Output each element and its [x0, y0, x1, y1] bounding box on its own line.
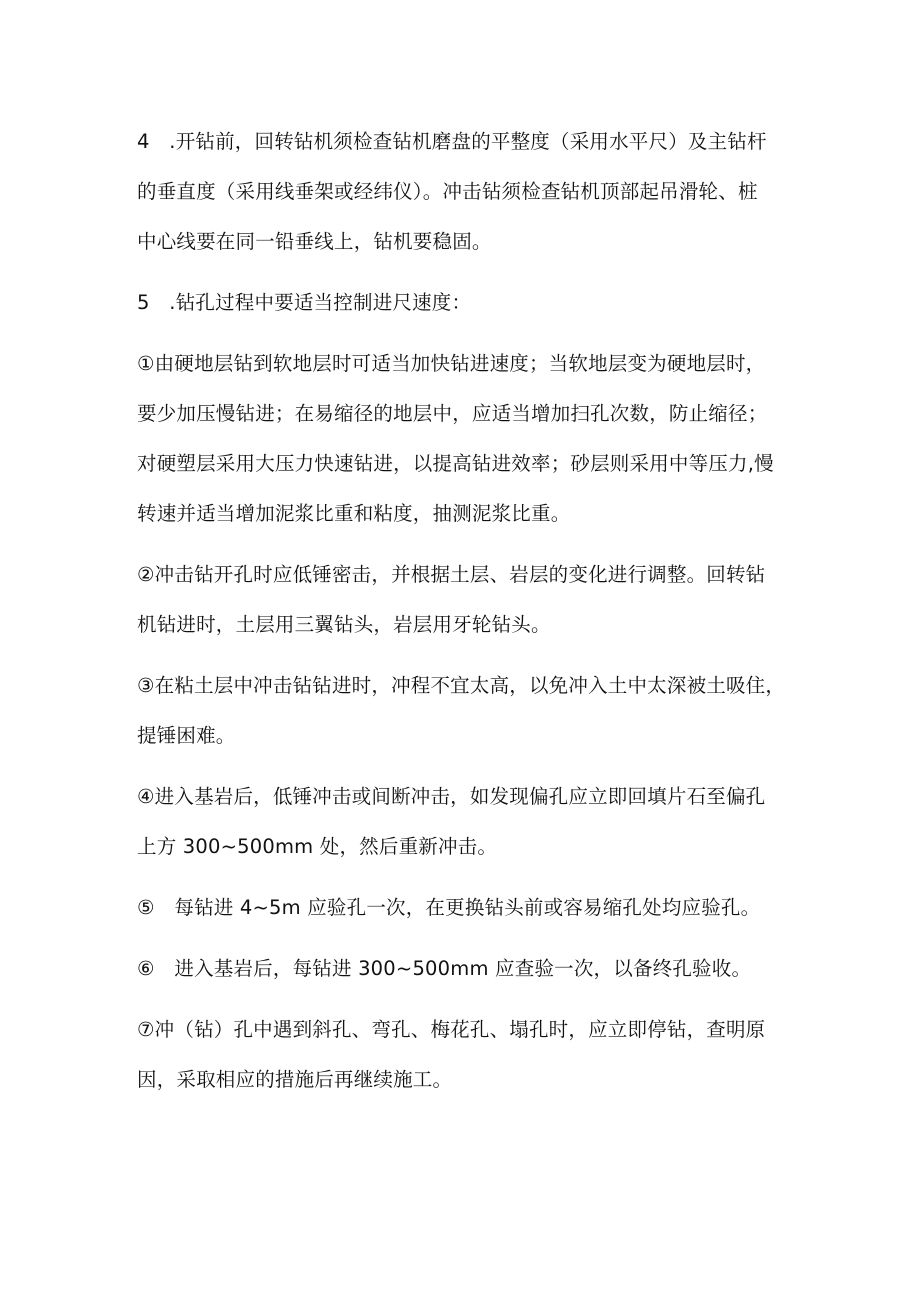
text-line: 上方 300~500mm 处，然后重新冲击。 — [137, 835, 498, 858]
text-line: 机钻进时，土层用三翼钻头，岩层用牙轮钻头。 — [137, 613, 551, 636]
text-line: ④进入基岩后，低锤冲击或间断冲击，如发现偏孔应立即回填片石至偏孔 — [137, 785, 766, 808]
paragraph-5 — [137, 289, 797, 316]
document-body — [137, 128, 797, 1127]
text-line: ①由硬地层钻到软地层时可适当加快钻进速度；当软地层变为硬地层时， — [137, 352, 766, 375]
text-line: 对硬塑层采用大压力快速钻进，以提高钻进效率；砂层则采用中等压力,慢 — [137, 452, 774, 475]
text-line: ②冲击钻开孔时应低锤密击，并根据土层、岩层的变化进行调整。回转钻 — [137, 563, 766, 586]
text-line: ⑦冲（钻）孔中遇到斜孔、弯孔、梅花孔、塌孔时，应立即停钻，查明原 — [137, 1018, 766, 1041]
paragraph-item-7 — [137, 1016, 797, 1093]
text-line: 的垂直度（采用线垂架或经纬仪）。冲击钻须检查钻机顶部起吊滑轮、桩 — [137, 180, 758, 203]
paragraph-item-1 — [137, 350, 797, 527]
text-line: ⑤ 每钻进 4~5m 应验孔一次，在更换钻头前或容易缩孔处均应验孔。 — [137, 896, 761, 919]
text-line: 4 .开钻前，回转钻机须检查钻机磨盘的平整度（采用水平尺）及主钻杆 — [137, 130, 767, 153]
text-line: 转速并适当增加泥浆比重和粘度，抽测泥浆比重。 — [137, 502, 571, 525]
paragraph-item-2 — [137, 561, 797, 638]
paragraph-item-6 — [137, 955, 797, 982]
text-line: 因，采取相应的措施后再继续施工。 — [137, 1068, 453, 1091]
text-line: ③在粘土层中冲击钻钻进时，冲程不宜太高，以免冲入土中太深被土吸住， — [137, 674, 786, 697]
text-line: 中心线要在同一铅垂线上，钻机要稳固。 — [137, 230, 492, 253]
text-line: 5 .钻孔过程中要适当控制进尺速度： — [137, 291, 472, 314]
paragraph-item-3 — [137, 672, 797, 749]
paragraph-item-4 — [137, 783, 797, 860]
text-line: ⑥ 进入基岩后，每钻进 300~500mm 应查验一次，以备终孔验收。 — [137, 957, 752, 980]
text-line: 要少加压慢钻进；在易缩径的地层中，应适当增加扫孔次数，防止缩径； — [137, 402, 768, 425]
paragraph-4 — [137, 128, 797, 255]
paragraph-item-5 — [137, 894, 797, 921]
text-line: 提锤困难。 — [137, 724, 236, 747]
